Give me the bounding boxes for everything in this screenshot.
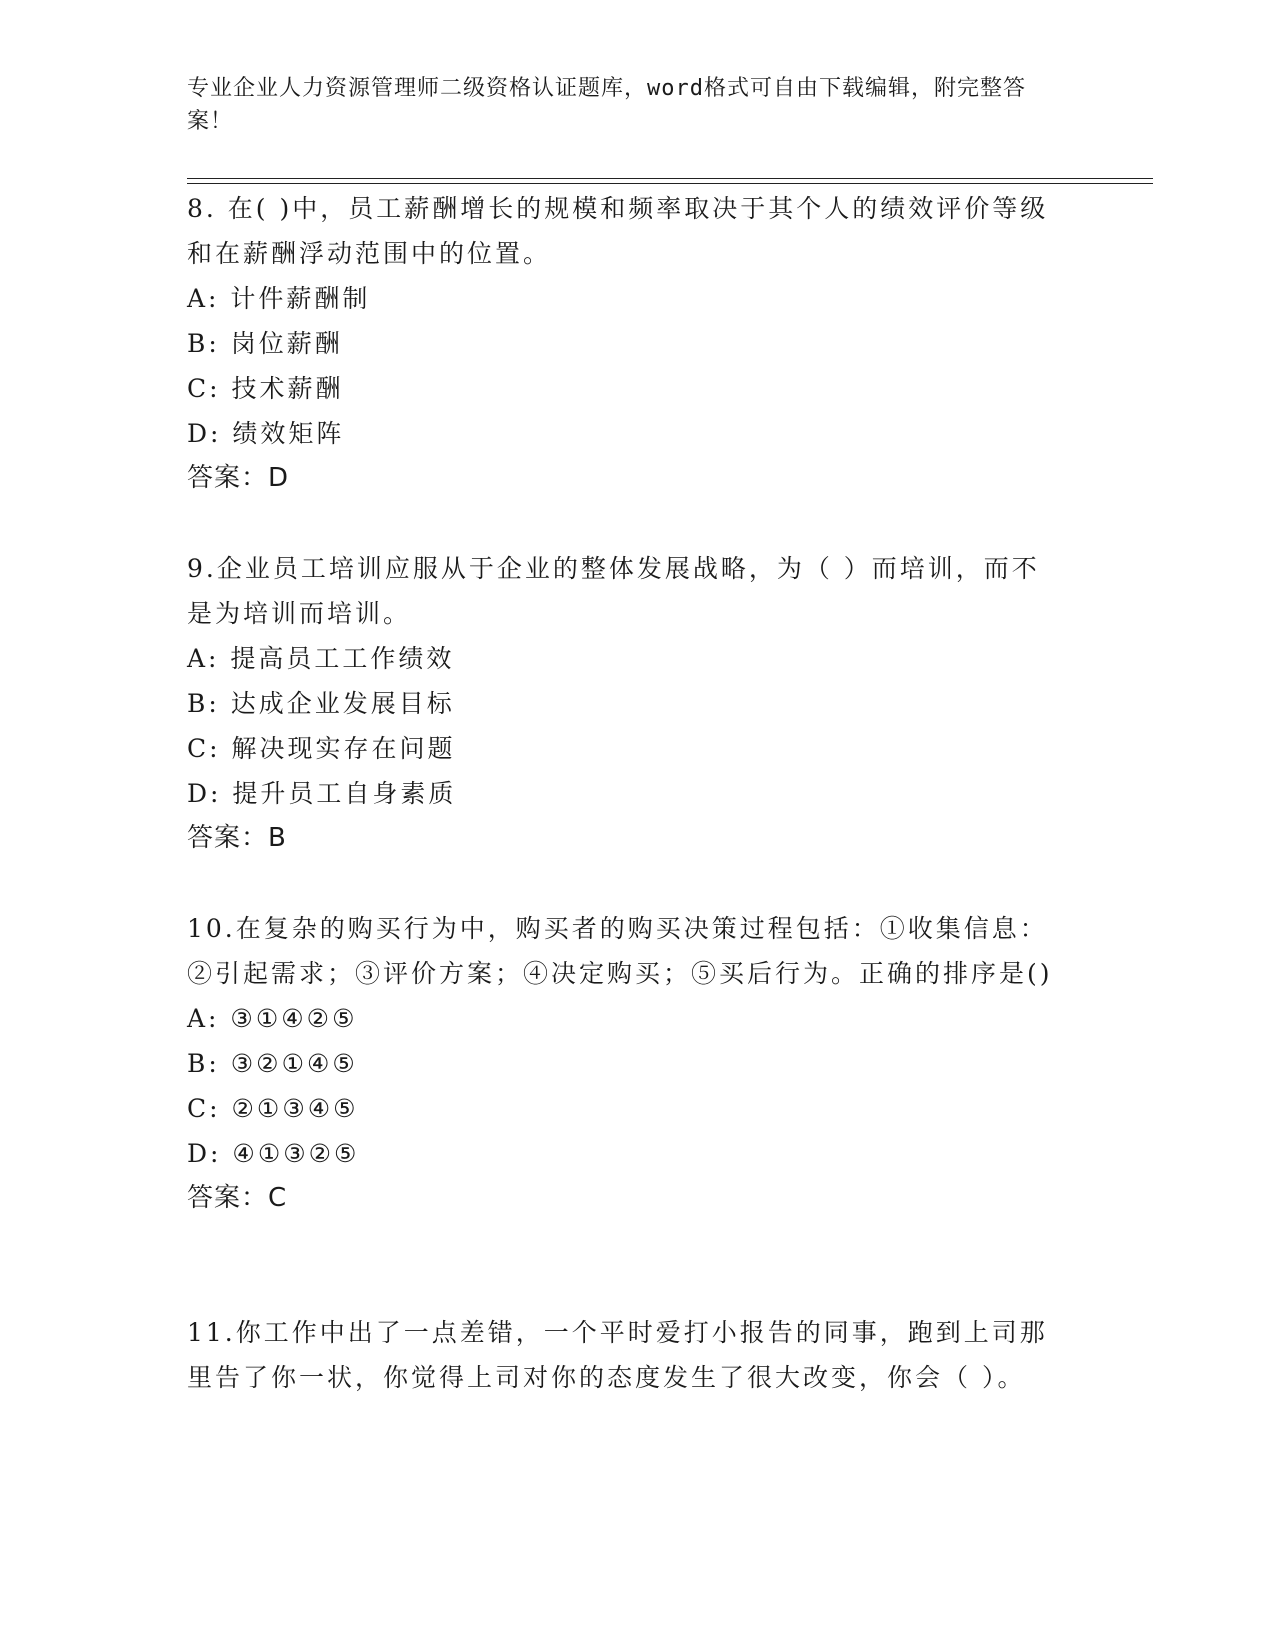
option-a: A: 提高员工工作绩效: [187, 644, 455, 673]
header-divider: [187, 178, 1153, 184]
option-b: B: 达成企业发展目标: [187, 689, 455, 718]
question-10: [187, 906, 1067, 1221]
question-9: [187, 546, 1067, 861]
answer: 答案：D: [187, 463, 290, 493]
question-8: [187, 186, 1067, 501]
question-11: [187, 1310, 1067, 1400]
question-stem: 11.你工作中出了一点差错，一个平时爱打小报告的同事，跑到上司那里告了你一状，你觉得上司对你的态度发生了很大改变，你会（ ）。: [187, 1318, 1048, 1392]
option-d: D: ④①③②⑤: [187, 1139, 360, 1168]
option-c: C: 解决现实存在问题: [187, 734, 456, 763]
answer: 答案：C: [187, 1183, 288, 1213]
option-d: D: 绩效矩阵: [187, 419, 345, 448]
option-d: D: 提升员工自身素质: [187, 779, 457, 808]
option-a: A: 计件薪酬制: [187, 284, 371, 313]
option-c: C: 技术薪酬: [187, 374, 344, 403]
question-stem: 10.在复杂的购买行为中，购买者的购买决策过程包括：①收集信息：②引起需求；③评价方案；④决定购买；⑤买后行为。正确的排序是(): [187, 914, 1053, 988]
question-stem: 8. 在( )中，员工薪酬增长的规模和频率取决于其个人的绩效评价等级和在薪酬浮动范围中的位置。: [187, 194, 1049, 268]
answer: 答案：B: [187, 823, 287, 853]
question-stem: 9.企业员工培训应服从于企业的整体发展战略，为（ ）而培训，而不是为培训而培训。: [187, 554, 1040, 628]
header-note: 专业企业人力资源管理师二级资格认证题库，word格式可自由下载编辑，附完整答案！: [187, 76, 1026, 134]
option-b: B: 岗位薪酬: [187, 329, 343, 358]
option-a: A: ③①④②⑤: [187, 1004, 358, 1033]
option-b: B: ③②①④⑤: [187, 1049, 358, 1078]
option-c: C: ②①③④⑤: [187, 1094, 359, 1123]
